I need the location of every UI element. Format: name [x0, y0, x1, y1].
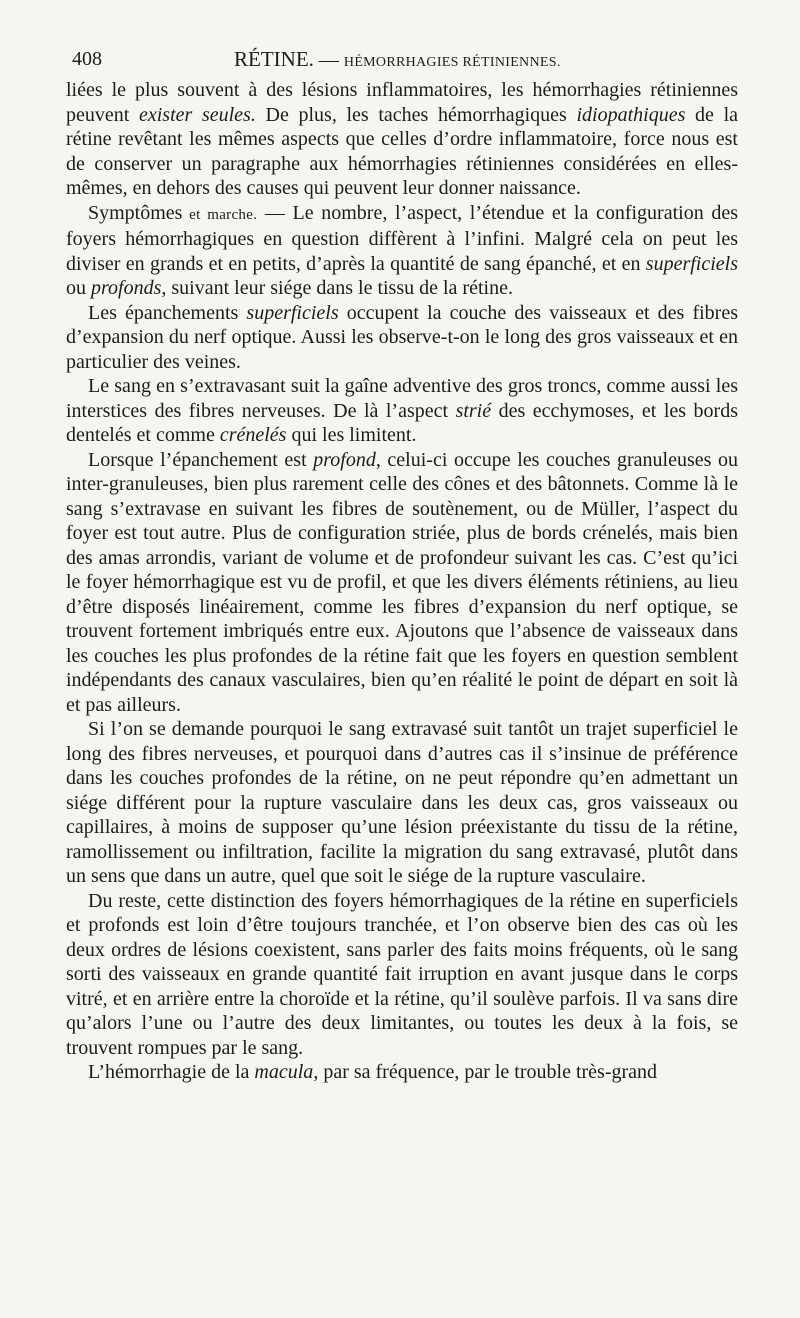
paragraph: Lorsque l’épanchement est profond, celui-ci occupe les couches granuleuses ou inter-granuleuses, bien plus rarement celle des cônes et des bâtonnets. Comme là le sang s’extravase en suivant les fibres de soutènement, ou de Müller, l’aspect du foyer est tout autre. Plus de configuration striée, plus de bords crénelés, mais bien des amas arrondis, variant de volume et de profondeur suivant les cas. C’est qu’ici le foyer hémorrhagique est vu de profil, et que les divers éléments rétiniens, au lieu d’être disposés linéairement, comme les fibres d’expansion du nerf optique, se trouvent fortement imbriqués entre eux. Ajoutons que l’absence de vaisseaux dans les couches les plus profondes de la rétine fait que les foyers en question semblent indépendants des canaux vasculaires, bien qu’en réalité le point de départ en soit là et pas ailleurs.	[66, 448, 739, 716]
section-heading: Symptômes et marche.	[88, 201, 258, 224]
chapter-title: RÉTINE.	[234, 47, 314, 71]
emphasis: superficiels	[645, 252, 738, 275]
emphasis: superficiels	[246, 301, 339, 324]
paragraph: Si l’on se demande pourquoi le sang extravasé suit tantôt un trajet superficiel le long des fibres nerveuses, et pourquoi dans d’autres cas il s’insinue de préférence dans les couches profondes de la rétine, on ne peut répondre qu’en admettant un siége différent pour la rupture vasculaire dans les deux cas, gros vaisseaux ou capillaires, à moins de supposer qu’une lésion préexistante du tissu de la rétine, ramollissement ou infiltration, facilite la migration du sang extravasé, plutôt dans un sens que dans un autre, quel que soit le siége de la rupture vasculaire.	[66, 718, 738, 887]
paragraph-symptomes: Symptômes et marche. — Le nombre, l’aspect, l’étendue et la configuration des foyers hémorrhagiques en question diffèrent à l’infini. Malgré cela on peut les diviser en grands et en petits, d’après la quantité de sang épanché, et en superficiels ou profonds, suivant leur siége dans le tissu de la rétine.	[66, 201, 738, 299]
paragraph: Les épanchements superficiels occupent la couche des vaisseaux et des fibres d’expansion du nerf optique. Aussi les observe-t-on le long des gros vaisseaux et en particulier des veines.	[66, 301, 738, 373]
section-title: HÉMORRHAGIES RÉTINIENNES.	[343, 55, 561, 70]
emphasis: profonds	[91, 277, 162, 299]
book-page	[66, 40, 738, 1085]
paragraph: Du reste, cette distinction des foyers hémorrhagiques de la rétine en superficiels et profonds est loin d’être toujours tranchée, et l’on observe bien des cas où les deux ordres de lésions coexistent, sans parler des faits moins fréquents, où le sang sorti des vaisseaux en grande quantité fait irruption en avant jusque dans le corps vitré, et en arrière entre la choroïde et la rétine, qu’il soulève parfois. Il va sans dire qu’alors l’une ou l’autre des deux limitantes, ou toutes les deux à la fois, se trouvent rompues par le sang.	[66, 889, 738, 1059]
emphasis: macula	[254, 1061, 314, 1083]
paragraph: Le sang en s’extravasant suit la gaîne adventive des gros troncs, comme aussi les interstices des fibres nerveuses. De là l’aspect strié des ecchymoses, et les bords dentelés et comme crénelés qui les limitent.	[66, 375, 738, 446]
emphasis: exister seules.	[138, 103, 256, 126]
body-text	[66, 78, 738, 1085]
page-number: 408	[72, 48, 102, 70]
emphasis: strié	[455, 399, 492, 422]
running-header	[66, 40, 738, 78]
paragraph: L’hémorrhagie de la macula, par sa fréquence, par le trouble très-grand	[88, 1061, 658, 1083]
title-dash: —	[313, 49, 344, 71]
running-title	[234, 40, 561, 82]
emphasis: idiopathiques	[576, 103, 686, 126]
emphasis: profond	[313, 448, 376, 471]
paragraph: liées le plus souvent à des lésions inflammatoires, les hémorrhagies rétiniennes peuvent exister seules. De plus, les taches hémorrhagiques idiopathiques de la rétine revêtant les mêmes aspects que celles d’ordre inflammatoire, force nous est de conserver un paragraphe aux hémorrhagies rétiniennes considérées en elles-mêmes, en dehors des causes qui peuvent leur donner naissance.	[66, 79, 739, 199]
emphasis: crénelés	[219, 424, 287, 446]
